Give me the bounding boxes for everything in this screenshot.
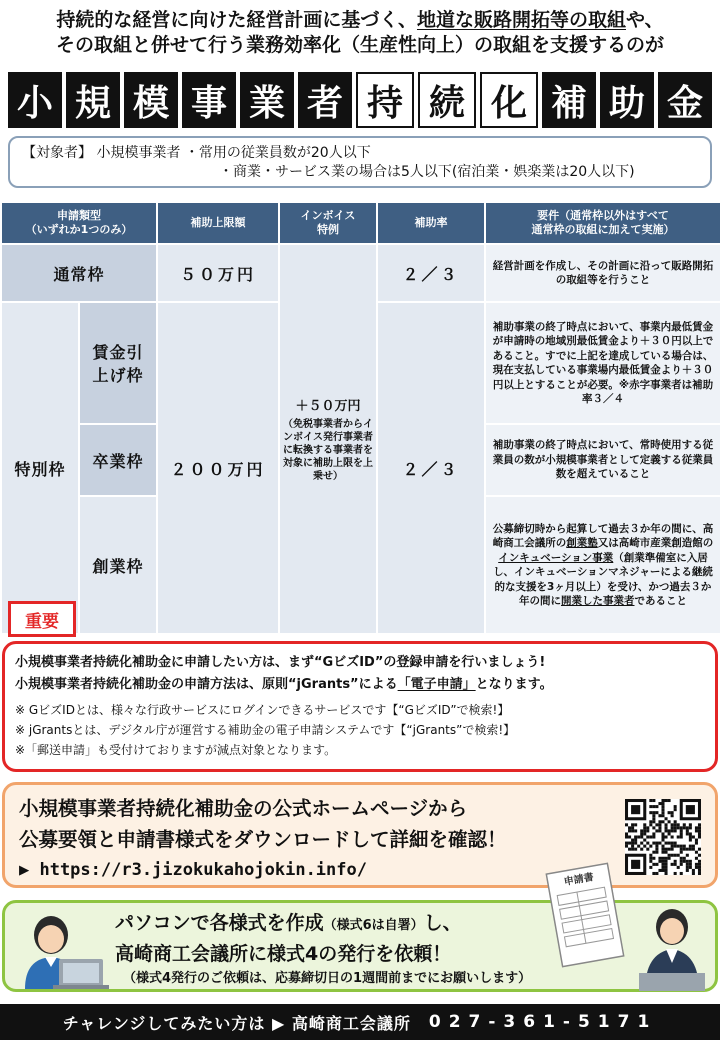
website-line-2: 公募要領と申請書様式をダウンロードして詳細を確認！ bbox=[19, 828, 507, 851]
target-box bbox=[8, 136, 712, 188]
banner-char: 化 bbox=[480, 72, 538, 128]
header-type: 申請類型 （いずれか1つのみ） bbox=[1, 202, 157, 244]
intro-line-2: その取組と併せて行う業務効率化（生産性向上）の取組を支援するのが bbox=[55, 34, 664, 56]
action-line-2: 高崎商工会議所に様式4の発行を依頼！ bbox=[115, 943, 452, 965]
action-note: （様式4発行のご依頼は、応募締切日の1週間前までにお願いします） bbox=[123, 971, 532, 986]
table-row bbox=[1, 244, 720, 302]
banner-char: 補 bbox=[542, 72, 596, 128]
intro-line-1 bbox=[0, 8, 720, 33]
important-note-2: ※ jGrantsとは、デジタル庁が運営する補助金の電子申請システムです【“jGrants”で検索!】 bbox=[15, 723, 516, 737]
intro-line1-underlined: 地道な販路開拓等の取組 bbox=[416, 9, 626, 31]
banner-char: 金 bbox=[658, 72, 712, 128]
action-box bbox=[2, 872, 718, 992]
qr-code-icon[interactable] bbox=[625, 799, 701, 875]
startup-frame-req: 公募締切時から起算して過去３か年の間に、高崎商工会議所の創業塾又は高崎市産業創造館のインキュベーション事業（創業準備室に入居し、インキュベーションマネジャーによる継続的な支援を3ヶ月以上）を受け、かつ過去３か年の間に開業した事業者であること bbox=[485, 496, 720, 634]
normal-frame-limit: ５０万円 bbox=[157, 244, 279, 302]
person-at-laptop-icon bbox=[11, 907, 111, 989]
normal-frame-name: 通常枠 bbox=[1, 244, 157, 302]
special-frame-name: 特別枠 bbox=[1, 302, 79, 634]
title-banner bbox=[8, 72, 712, 128]
important-note-3: ※「郵送申請」も受付けておりますが減点対象となります。 bbox=[15, 743, 337, 757]
important-box bbox=[2, 641, 718, 772]
banner-char: 小 bbox=[8, 72, 62, 128]
action-text bbox=[115, 909, 462, 968]
special-frame-limit: ２００万円 bbox=[157, 302, 279, 634]
invoice-main: ＋５０万円 bbox=[295, 399, 361, 414]
header-requirements: 要件（通常枠以外はすべて 通常枠の取組に加えて実施） bbox=[485, 202, 720, 244]
footer-text: チャレンジしてみたい方は ▶ 高崎商工会議所 bbox=[62, 1013, 411, 1033]
footer-phone[interactable]: 027-361-5171 bbox=[428, 1012, 658, 1032]
target-row-2: ・商業・サービス業の場合は5人以下(宿泊業・娯楽業は20人以下) bbox=[219, 164, 635, 180]
website-url-link[interactable]: ▶ https://r3.jizokukahojokin.info/ bbox=[19, 860, 367, 880]
wage-frame-name: 賃金引 上げ枠 bbox=[79, 302, 157, 424]
website-box bbox=[2, 782, 718, 888]
important-note-1: ※ GビズIDとは、様々な行政サービスにログインできるサービスです【“GビズID”で検索!】 bbox=[15, 703, 510, 717]
table-header-row bbox=[1, 202, 720, 244]
important-line-2: 小規模事業者持続化補助金の申請方法は、原則“jGrants”による「電子申請」となります。 bbox=[15, 677, 553, 692]
banner-char: 事 bbox=[182, 72, 236, 128]
intro-text bbox=[0, 8, 720, 58]
important-line-1: 小規模事業者持続化補助金に申請したい方は、まず“GビズID”の登録申請を行いましょう! bbox=[15, 655, 546, 670]
normal-frame-rate: ２／３ bbox=[377, 244, 485, 302]
startup-frame-name: 創業枠 bbox=[79, 496, 157, 634]
grad-frame-req: 補助事業の終了時点において、常時使用する従業員の数が小規模事業者として定義する従業員数を超えていること bbox=[485, 424, 720, 496]
grad-frame-name: 卒業枠 bbox=[79, 424, 157, 496]
header-limit: 補助上限額 bbox=[157, 202, 279, 244]
banner-char: 続 bbox=[418, 72, 476, 128]
important-badge: 重要 bbox=[8, 601, 76, 637]
banner-char: 者 bbox=[298, 72, 352, 128]
target-row-1: 【対象者】 小規模事業者 ・常用の従業員数が20人以下 bbox=[22, 145, 371, 161]
wage-frame-req: 補助事業の終了時点において、事業内最低賃金が申請時の地域別最低賃金より＋３０円以上であること。すでに上記を達成している場合は、現在支払している事業場内最低賃金より＋３０円以上とすることが必要。※赤字事業者は補助率３／４ bbox=[485, 302, 720, 424]
banner-char: 助 bbox=[600, 72, 654, 128]
invoice-cell bbox=[279, 244, 377, 634]
special-frame-rate: ２／３ bbox=[377, 302, 485, 634]
svg-text:申請書: 申請書 bbox=[563, 872, 595, 889]
action-line-1: パソコンで各様式を作成（様式6は自署）し、 bbox=[115, 912, 462, 934]
footer-bar bbox=[0, 1004, 720, 1040]
header-rate: 補助率 bbox=[377, 202, 485, 244]
invoice-sub: （免税事業者からインボイス発行事業者に転換する事業者を対象に補助上限を上乗せ） bbox=[283, 419, 373, 482]
normal-frame-req: 経営計画を作成し、その計画に沿って販路開拓の取組等を行うこと bbox=[485, 244, 720, 302]
website-line-1: 小規模事業者持続化補助金の公式ホームページから bbox=[19, 797, 468, 820]
subsidy-table bbox=[0, 201, 720, 635]
intro-line1-a: 持続的な経営に向けた経営計画に基づく、 bbox=[56, 9, 417, 31]
intro-line1-b: や、 bbox=[626, 9, 664, 31]
header-invoice: インボイス 特例 bbox=[279, 202, 377, 244]
receptionist-icon bbox=[635, 903, 709, 991]
banner-char: 業 bbox=[240, 72, 294, 128]
banner-char: 規 bbox=[66, 72, 120, 128]
banner-char: 模 bbox=[124, 72, 178, 128]
banner-char: 持 bbox=[356, 72, 414, 128]
